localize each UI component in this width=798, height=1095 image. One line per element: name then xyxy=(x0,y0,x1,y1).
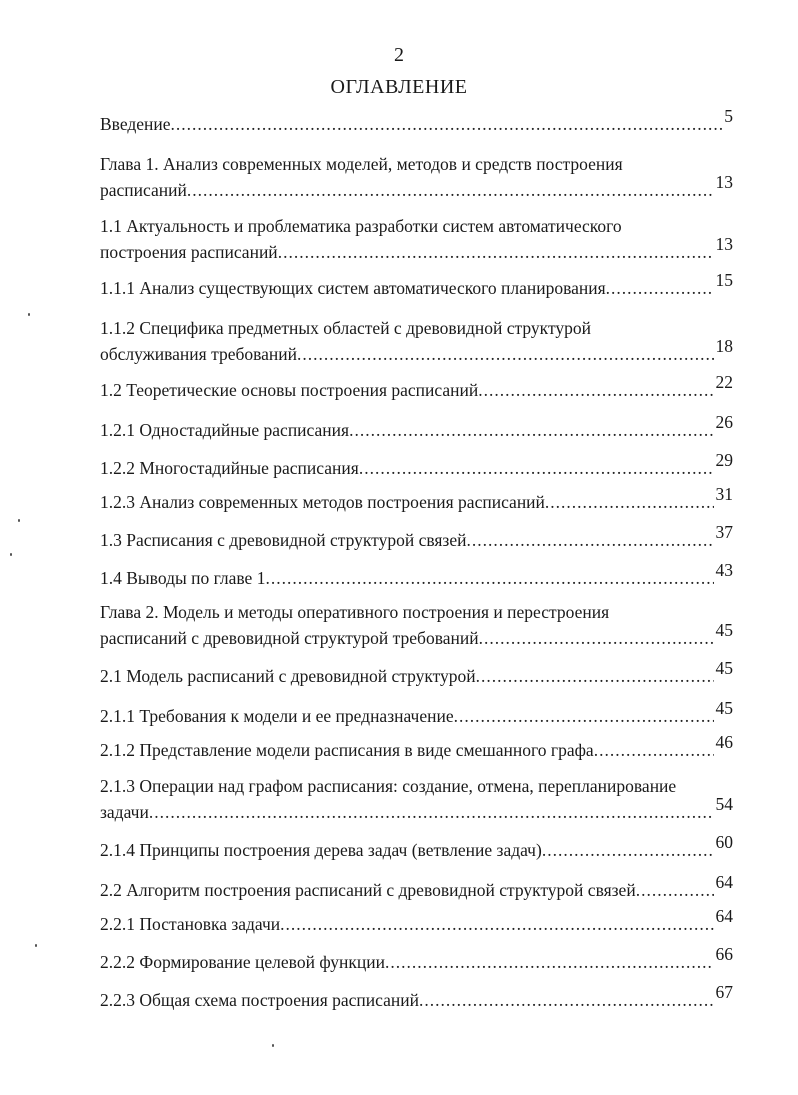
toc-entry-line xyxy=(100,486,733,512)
toc-entry xyxy=(100,374,733,400)
toc-page-number: 43 xyxy=(715,560,733,580)
toc-entry-line xyxy=(100,236,733,262)
toc-page-number: 54 xyxy=(715,794,733,814)
toc-leader-dots xyxy=(594,740,714,760)
toc-entry-title: 2.2.1 Постановка задачи xyxy=(100,914,281,934)
toc-entry-title: 2.1 Модель расписаний с древовидной структурой xyxy=(100,666,476,686)
toc-entry-line xyxy=(100,984,733,1010)
toc-entry-title: задачи xyxy=(100,802,149,822)
toc-page-number: 18 xyxy=(715,336,733,356)
toc-page-number: 45 xyxy=(715,658,733,678)
toc-page-number: 64 xyxy=(715,872,733,892)
toc-page-number: 15 xyxy=(715,270,733,290)
toc-entry xyxy=(100,562,733,588)
toc-page-number: 37 xyxy=(715,522,733,542)
toc-entry xyxy=(100,108,733,134)
scan-speck xyxy=(35,944,37,947)
toc-entry-line xyxy=(100,660,733,686)
toc-entry-line xyxy=(100,338,733,364)
toc-page-number: 13 xyxy=(715,172,733,192)
toc-entry xyxy=(100,312,733,364)
toc-entry-title: обслуживания требований xyxy=(100,344,298,364)
toc-entry xyxy=(100,734,733,760)
toc-entry-title: 1.3 Расписания с древовидной структурой связей xyxy=(100,530,467,550)
toc-entry xyxy=(100,834,733,860)
toc-entry-line xyxy=(100,272,733,298)
toc-entry xyxy=(100,452,733,478)
toc-leader-dots xyxy=(542,840,714,860)
toc-entry xyxy=(100,700,733,726)
toc-entry xyxy=(100,946,733,972)
toc-page-number: 60 xyxy=(715,832,733,852)
toc-leader-dots xyxy=(636,880,714,900)
scan-speck xyxy=(272,1044,274,1047)
toc-leader-dots xyxy=(359,458,714,478)
toc-entry-title: 2.2.2 Формирование целевой функции xyxy=(100,952,385,972)
toc-entry-title: 1.2.1 Одностадийные расписания xyxy=(100,420,350,440)
toc-leader-dots xyxy=(187,180,714,200)
toc-page-number: 5 xyxy=(724,106,733,126)
scan-speck xyxy=(28,313,30,316)
toc-entry-title: 2.1.1 Требования к модели и ее предназначение xyxy=(100,706,454,726)
toc-entry xyxy=(100,874,733,900)
toc-entry-title-line: 1.1 Актуальность и проблематика разработки систем автоматического xyxy=(100,216,622,236)
toc-leader-dots xyxy=(171,114,723,134)
toc-entry-line xyxy=(100,734,733,760)
toc-entry-title: 1.4 Выводы по главе 1 xyxy=(100,568,266,588)
toc-entry-line xyxy=(100,524,733,550)
toc-page-number: 45 xyxy=(715,620,733,640)
toc-leader-dots xyxy=(479,628,714,648)
toc-page-number: 31 xyxy=(715,484,733,504)
toc-page-number: 13 xyxy=(715,234,733,254)
scan-speck xyxy=(10,553,12,556)
toc-page-number: 26 xyxy=(715,412,733,432)
toc-entry-title-line: Глава 1. Анализ современных моделей, методов и средств построения xyxy=(100,154,623,174)
page-number: 2 xyxy=(394,44,404,66)
toc-leader-dots xyxy=(349,420,713,440)
toc-entry-line xyxy=(100,374,733,400)
toc-leader-dots xyxy=(149,802,714,822)
toc-entry-line xyxy=(100,622,733,648)
toc-entry-title-line: Глава 2. Модель и методы оперативного построения и перестроения xyxy=(100,602,610,622)
toc-entry-line xyxy=(100,174,733,200)
toc-entry xyxy=(100,486,733,512)
toc-entry-title: Введение xyxy=(100,114,171,134)
toc-entry-line xyxy=(100,108,733,134)
toc-page-number: 45 xyxy=(715,698,733,718)
toc-entry-title: 1.1.1 Анализ существующих систем автоматического планирования xyxy=(100,278,606,298)
toc-entry-line xyxy=(100,796,733,822)
toc-entry xyxy=(100,272,733,298)
toc-leader-dots xyxy=(476,666,714,686)
toc-entry xyxy=(100,596,733,648)
toc-leader-dots xyxy=(419,990,714,1010)
toc-entry-line xyxy=(100,700,733,726)
toc-entry xyxy=(100,660,733,686)
toc-entry-title: расписаний xyxy=(100,180,187,200)
toc-entry-line xyxy=(100,452,733,478)
toc-leader-dots xyxy=(265,568,713,588)
toc-leader-dots xyxy=(278,242,714,262)
toc-entry xyxy=(100,524,733,550)
toc-entry-line xyxy=(100,908,733,934)
toc-entry xyxy=(100,908,733,934)
toc-entry-title: 1.2.3 Анализ современных методов построения расписаний xyxy=(100,492,545,512)
toc-entry-title: 2.2 Алгоритм построения расписаний с древовидной структурой связей xyxy=(100,880,636,900)
toc-entry-title: 2.2.3 Общая схема построения расписаний xyxy=(100,990,419,1010)
toc-leader-dots xyxy=(385,952,714,972)
toc-page-number: 46 xyxy=(715,732,733,752)
toc-page-number: 64 xyxy=(715,906,733,926)
toc-entry-title: построения расписаний xyxy=(100,242,278,262)
toc-entry-title-line: 2.1.3 Операции над графом расписания: создание, отмена, перепланирование xyxy=(100,776,677,796)
toc-entry xyxy=(100,414,733,440)
toc-leader-dots xyxy=(478,380,713,400)
toc-entry-title: 2.1.2 Представление модели расписания в виде смешанного графа xyxy=(100,740,594,760)
toc-leader-dots xyxy=(466,530,713,550)
toc-entry-line xyxy=(100,874,733,900)
toc-entry xyxy=(100,210,733,262)
toc-entry-line xyxy=(100,562,733,588)
toc-page-number: 67 xyxy=(715,982,733,1002)
toc-entry-title: 1.2.2 Многостадийные расписания xyxy=(100,458,359,478)
toc-entry-line xyxy=(100,946,733,972)
toc-title: ОГЛАВЛЕНИЕ xyxy=(330,76,468,98)
toc-entry xyxy=(100,984,733,1010)
toc-leader-dots xyxy=(545,492,714,512)
toc-leader-dots xyxy=(454,706,714,726)
toc-entry xyxy=(100,148,733,200)
toc-leader-dots xyxy=(280,914,713,934)
toc-leader-dots xyxy=(297,344,713,364)
toc-entry-title: 1.2 Теоретические основы построения расписаний xyxy=(100,380,479,400)
toc-page-number: 66 xyxy=(715,944,733,964)
toc-entry-title: 2.1.4 Принципы построения дерева задач (ветвление задач) xyxy=(100,840,542,860)
toc-entry-line xyxy=(100,414,733,440)
toc-entry-title: расписаний с древовидной структурой требований xyxy=(100,628,479,648)
toc-entry xyxy=(100,770,733,822)
toc-entry-title-line: 1.1.2 Специфика предметных областей с древовидной структурой xyxy=(100,318,591,338)
toc-entry-line xyxy=(100,834,733,860)
scan-speck xyxy=(18,519,20,522)
toc-leader-dots xyxy=(606,278,714,298)
toc-page-number: 22 xyxy=(715,372,733,392)
toc-page-number: 29 xyxy=(715,450,733,470)
